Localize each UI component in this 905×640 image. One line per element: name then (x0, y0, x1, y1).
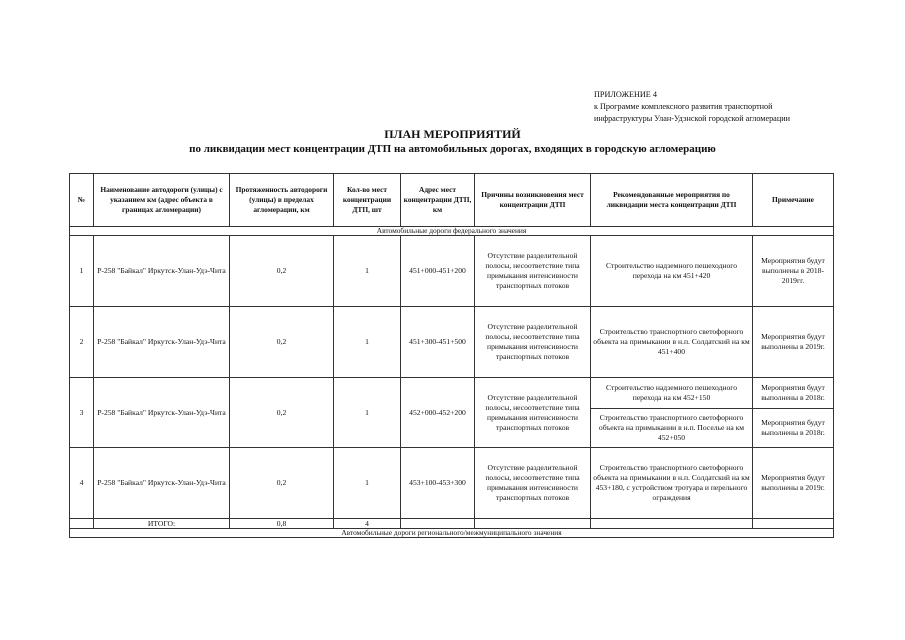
header-causes: Причины возникновения мест концентрации ДТП (475, 174, 591, 227)
total-label: ИТОГО: (94, 519, 230, 529)
row-count: 1 (334, 307, 401, 378)
table-row (70, 307, 834, 378)
row-address: 453+100-453+300 (401, 448, 475, 519)
table-row (70, 448, 834, 519)
total-empty-cell (401, 519, 475, 529)
row-length: 0,2 (230, 448, 334, 519)
appendix-line-2: к Программе комплексного развития транспортной (594, 102, 773, 111)
row-measure: Строительство транспортного светофорного объекта на примыкании в н.п. Солдатский на км 453+180, с устройством тротуара и перельного ограждения (591, 448, 753, 519)
row-note: Мероприятия будут выполнены в 2019г. (753, 307, 834, 378)
table-row (70, 236, 834, 307)
total-row (70, 519, 834, 529)
row-length: 0,2 (230, 236, 334, 307)
appendix-line-3: инфраструктуры Улан-Удэнской городской агломерации (594, 114, 790, 123)
row-note: Мероприятия будут выполнены в 2019г. (753, 448, 834, 519)
section-row-federal (70, 227, 834, 236)
row-cause: Отсутствие разделительной полосы, несоответствие типа примыкания интенсивности транспортных потоков (475, 448, 591, 519)
row-cause: Отсутствие разделительной полосы, несоответствие типа примыкания интенсивности транспортных потоков (475, 307, 591, 378)
total-empty-cell (70, 519, 94, 529)
header-address: Адрес мест концентрации ДТП, км (401, 174, 475, 227)
table-header-row (70, 174, 834, 227)
row-note: Мероприятия будут выполнены в 2018г. (753, 409, 834, 448)
row-length: 0,2 (230, 307, 334, 378)
row-measure: Строительство транспортного светофорного объекта на примыкании в н.п. Поселье на км 452+050 (591, 409, 753, 448)
total-empty-cell (591, 519, 753, 529)
total-count: 4 (334, 519, 401, 529)
row-measure: Строительство надземного пешеходного перехода на км 451+420 (591, 236, 753, 307)
row-count: 1 (334, 378, 401, 448)
total-length: 0,8 (230, 519, 334, 529)
row-count: 1 (334, 448, 401, 519)
section-federal-label: Автомобильные дороги федерального значения (70, 227, 834, 236)
row-num: 4 (70, 448, 94, 519)
section-regional-label: Автомобильные дороги регионального/межмуниципального значения (70, 529, 834, 538)
document-subtitle: по ликвидации мест концентрации ДТП на автомобильных дорогах, входящих в городскую агломерацию (189, 143, 716, 155)
row-road: Р-258 "Байкал" Иркутск-Улан-Удэ-Чита (94, 236, 230, 307)
row-length: 0,2 (230, 378, 334, 448)
row-address: 452+000-452+200 (401, 378, 475, 448)
section-row-regional (70, 529, 834, 538)
row-road: Р-258 "Байкал" Иркутск-Улан-Удэ-Чита (94, 307, 230, 378)
measures-table (69, 173, 834, 538)
row-measure: Строительство транспортного светофорного объекта на примыкании в н.п. Солдатский на км 451+400 (591, 307, 753, 378)
row-measure: Строительство надземного пешеходного перехода на км 452+150 (591, 378, 753, 409)
row-cause: Отсутствие разделительной полосы, несоответствие типа примыкания интенсивности транспортных потоков (475, 378, 591, 448)
row-num: 3 (70, 378, 94, 448)
row-num: 1 (70, 236, 94, 307)
row-count: 1 (334, 236, 401, 307)
header-length: Протяженность автодороги (улицы) в пределах агломерации, км (230, 174, 334, 227)
document-title: ПЛАН МЕРОПРИЯТИЙ (384, 127, 521, 141)
row-note: Мероприятия будут выполнены в 2018-2019гг. (753, 236, 834, 307)
appendix-block (594, 89, 790, 125)
header-count: Кол-во мест концентрации ДТП, шт (334, 174, 401, 227)
row-cause: Отсутствие разделительной полосы, несоответствие типа примыкания интенсивности транспортных потоков (475, 236, 591, 307)
row-address: 451+000-451+200 (401, 236, 475, 307)
row-num: 2 (70, 307, 94, 378)
header-num: № (70, 174, 94, 227)
header-note: Примечание (753, 174, 834, 227)
table-row (70, 378, 834, 409)
row-address: 451+300-451+500 (401, 307, 475, 378)
total-empty-cell (753, 519, 834, 529)
row-road: Р-258 "Байкал" Иркутск-Улан-Удэ-Чита (94, 448, 230, 519)
appendix-line-1: ПРИЛОЖЕНИЕ 4 (594, 90, 657, 99)
total-empty-cell (475, 519, 591, 529)
header-measures: Рекомендованные мероприятия по ликвидации места концентрации ДТП (591, 174, 753, 227)
row-note: Мероприятия будут выполнены в 2018г. (753, 378, 834, 409)
row-road: Р-258 "Байкал" Иркутск-Улан-Удэ-Чита (94, 378, 230, 448)
header-road: Наименование автодороги (улицы) с указанием км (адрес объекта в границах агломерации) (94, 174, 230, 227)
